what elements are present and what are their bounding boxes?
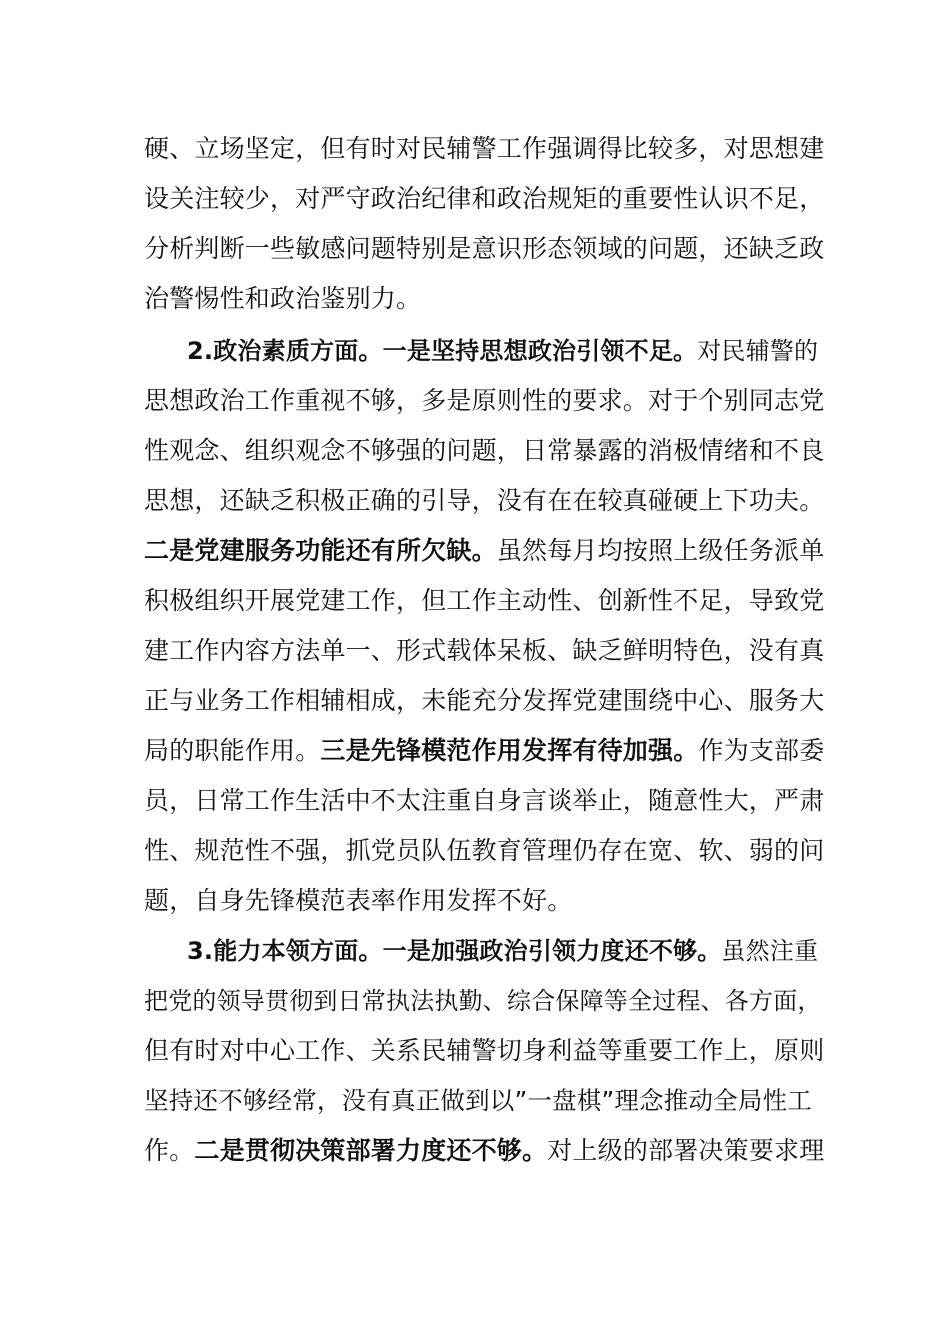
text-line	[144, 526, 824, 576]
text-run: 局的职能作用。	[144, 736, 321, 765]
text-run: 设关注较少，对严守政治纪律和政治规矩的重要性认识不足，	[144, 184, 825, 213]
text-line	[144, 876, 824, 926]
text-run: 积极组织开展党建工作，但工作主动性、创新性不足，导致党	[144, 586, 825, 615]
text-line	[144, 376, 824, 426]
text-run: 治警惕性和政治鉴别力。	[144, 284, 422, 313]
text-line	[144, 776, 824, 826]
bold-heading: 三是先锋模范作用发挥有待加强。	[320, 736, 699, 765]
text-line	[144, 224, 824, 274]
bold-heading: 二是贯彻决策部署力度还不够。	[194, 1136, 548, 1165]
text-run: 性观念、组织观念不够强的问题，日常暴露的消极情绪和不良	[144, 436, 825, 465]
text-run: 作。	[144, 1136, 195, 1165]
text-line	[144, 174, 824, 224]
text-line	[144, 626, 824, 676]
text-line	[144, 1026, 824, 1076]
text-run: 对民辅警的	[697, 337, 819, 365]
text-run: 坚持还不够经常，没有真正做到以”一盘棋”理念推动全局性工	[144, 1086, 812, 1115]
text-run: 对上级的部署决策要求理	[547, 1136, 825, 1165]
bold-heading: 二是党建服务功能还有所欠缺。	[144, 536, 497, 565]
bold-heading: 2.政治素质方面。一是坚持思想政治引领不足。	[187, 337, 698, 365]
text-run: 性、规范性不强，抓党员队伍教育管理仍存在宽、软、弱的问	[144, 836, 825, 865]
text-run: 思想政治工作重视不够，多是原则性的要求。对于个别同志党	[144, 386, 825, 415]
text-run: 作为支部委	[698, 736, 825, 765]
text-run: 但有时对中心工作、关系民辅警切身利益等重要工作上，原则	[144, 1036, 825, 1065]
text-run: 员，日常工作生活中不太注重自身言谈举止，随意性大，严肃	[144, 786, 825, 815]
bold-heading: 3.能力本领方面。一是加强政治引领力度还不够。	[187, 937, 722, 965]
section-heading-line	[187, 326, 824, 376]
text-line	[144, 576, 824, 626]
text-line	[144, 826, 824, 876]
text-line	[144, 976, 824, 1026]
text-line	[144, 1076, 824, 1126]
text-line	[144, 426, 824, 476]
text-run: 建工作内容方法单一、形式载体呆板、缺乏鲜明特色，没有真	[144, 636, 825, 665]
text-run: 思想，还缺乏积极正确的引导，没有在在较真碰硬上下功夫。	[144, 486, 825, 515]
text-run: 虽然注重	[721, 937, 819, 965]
text-line	[144, 726, 824, 776]
text-line	[144, 1126, 824, 1176]
text-line	[144, 476, 824, 526]
section-heading-line	[187, 926, 824, 976]
text-run: 硬、立场坚定，但有时对民辅警工作强调得比较多，对思想建	[144, 134, 825, 163]
text-run: 把党的领导贯彻到日常执法执勤、综合保障等全过程、各方面，	[144, 987, 822, 1015]
text-line	[144, 676, 824, 726]
text-line	[144, 124, 824, 174]
text-line	[144, 274, 824, 324]
text-run: 虽然每月均按照上级任务派单	[496, 536, 825, 565]
text-run: 题，自身先锋模范表率作用发挥不好。	[144, 886, 573, 915]
text-run: 正与业务工作相辅相成，未能充分发挥党建围绕中心、服务大	[144, 686, 825, 715]
text-run: 分析判断一些敏感问题特别是意识形态领域的问题，还缺乏政	[144, 234, 825, 263]
